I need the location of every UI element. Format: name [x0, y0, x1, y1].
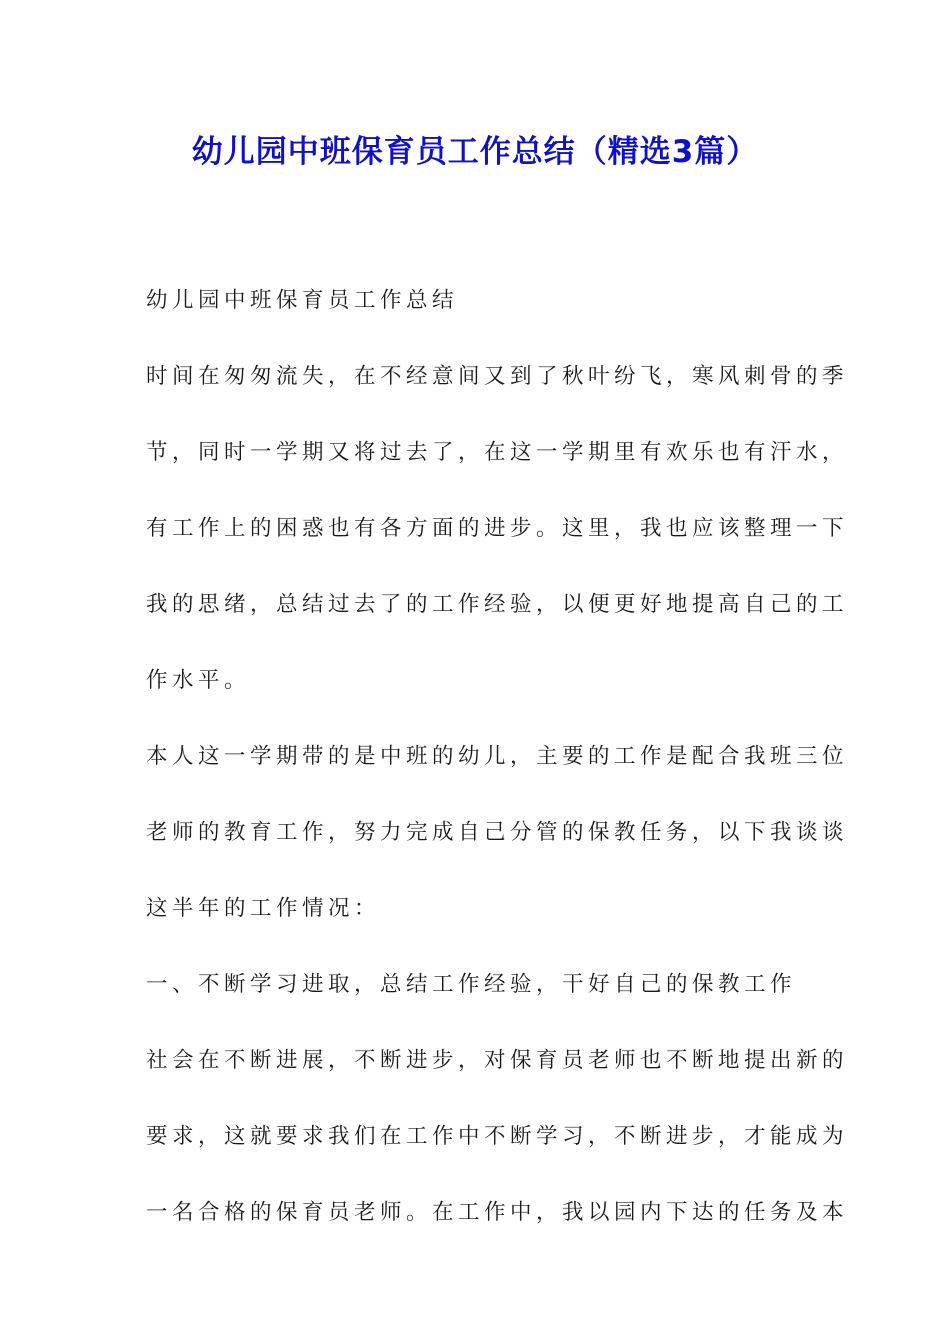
body-line: 一名合格的保育员老师。在工作中，我以园内下达的任务及本	[146, 1200, 849, 1225]
section-heading: 幼儿园中班保育员工作总结	[146, 288, 459, 313]
document-title: 幼儿园中班保育员工作总结（精选3篇）	[191, 134, 759, 170]
body-line: 要求，这就要求我们在工作中不断学习，不断进步，才能成为	[146, 1124, 849, 1149]
body-line: 社会在不断进展，不断进步，对保育员老师也不断地提出新的	[146, 1048, 849, 1073]
body-line: 这半年的工作情况：	[146, 896, 381, 921]
subsection-heading: 一、不断学习进取，总结工作经验，干好自己的保教工作	[146, 972, 797, 997]
body-line: 老师的教育工作，努力完成自己分管的保教任务，以下我谈谈	[146, 820, 849, 845]
body-line: 有工作上的困惑也有各方面的进步。这里，我也应该整理一下	[146, 516, 849, 541]
body-line: 时间在匆匆流失，在不经意间又到了秋叶纷飞，寒风刺骨的季	[146, 364, 849, 389]
body-line: 本人这一学期带的是中班的幼儿，主要的工作是配合我班三位	[146, 744, 849, 769]
document-body	[146, 263, 849, 1251]
body-line: 作水平。	[146, 668, 251, 693]
body-line: 我的思绪，总结过去了的工作经验，以便更好地提高自己的工	[146, 592, 849, 617]
body-line: 节，同时一学期又将过去了，在这一学期里有欢乐也有汗水，	[146, 440, 849, 465]
